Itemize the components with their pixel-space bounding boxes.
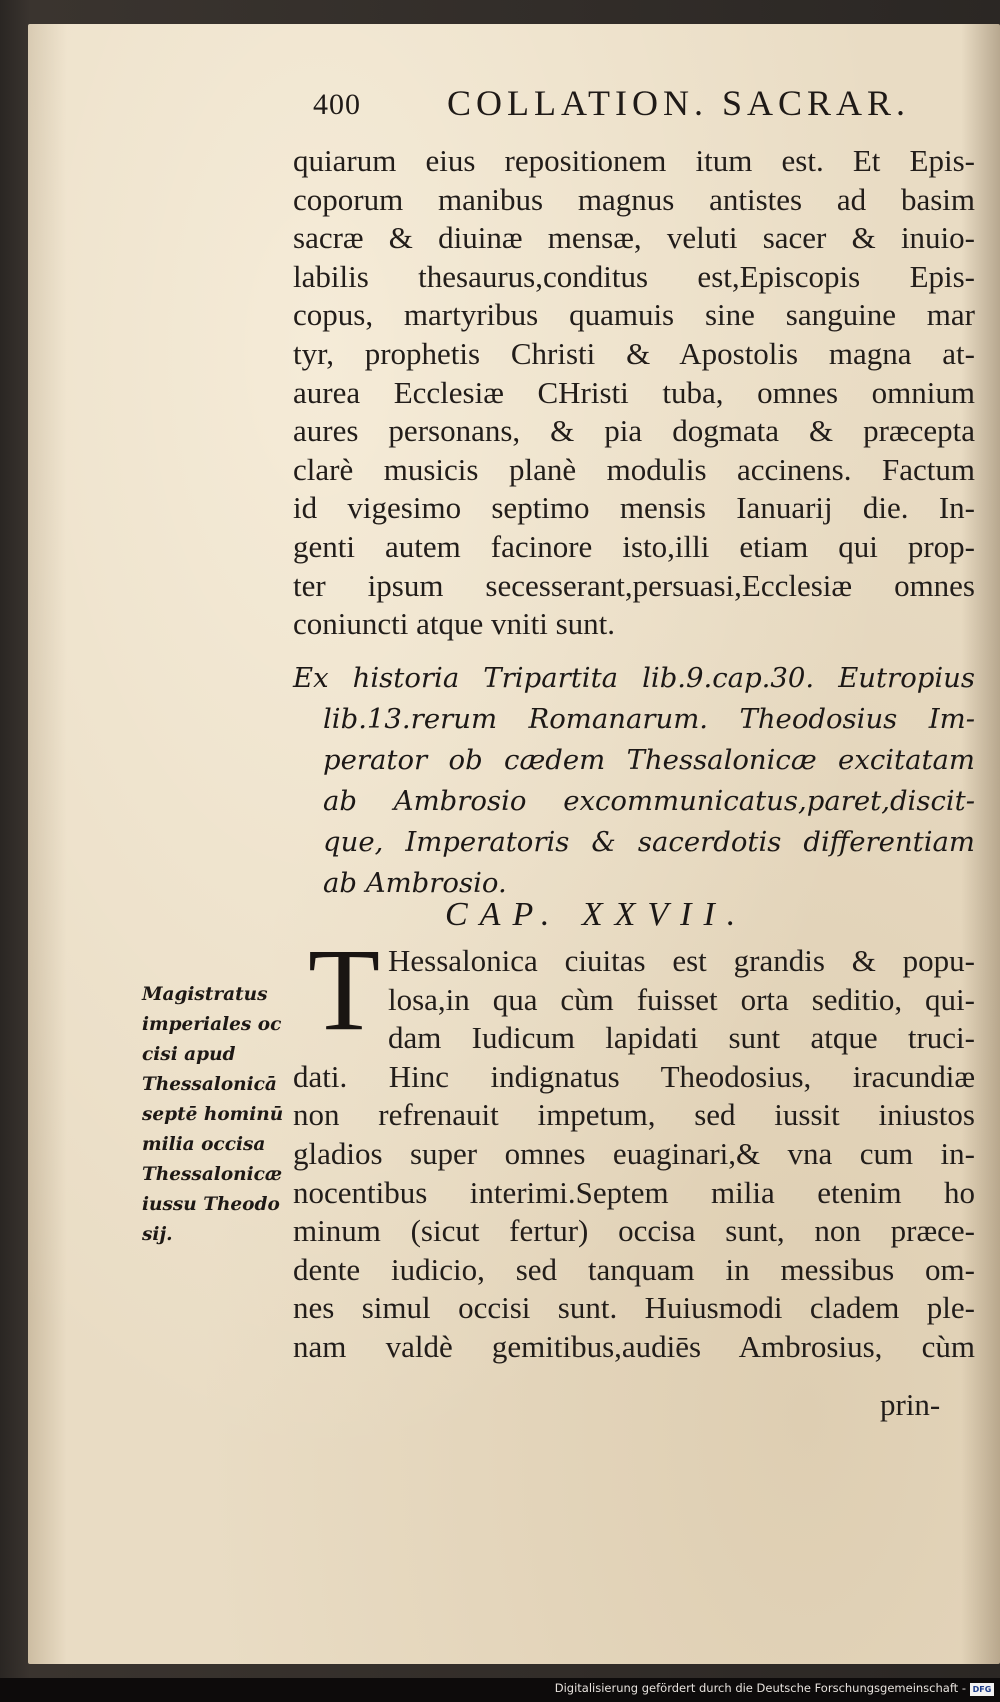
text-line: aures personans, & pia dogmata & præcepta	[293, 413, 975, 449]
text-line: coniuncti atque vniti sunt.	[293, 606, 616, 642]
text-line: nam valdè gemitibus,audiēs Ambrosius, cùm	[293, 1328, 975, 1364]
text-line: gladios super omnes euaginari,& vna cum in-	[293, 1135, 975, 1171]
text-line: coporum manibus magnus antistes ad basim	[293, 181, 975, 217]
margin-note-line: milia occisa	[142, 1134, 266, 1155]
body-text	[293, 142, 975, 644]
text-line: genti autem facinore isto,illi etiam qui prop-	[293, 528, 975, 564]
text-line: copus, martyribus quamuis sine sanguine mar	[293, 297, 975, 333]
margin-note-line: Thessalonicā	[142, 1074, 277, 1095]
dfg-logo[interactable]: DFG	[970, 1683, 994, 1696]
drop-cap-initial: T	[308, 924, 381, 1055]
text-line: quiarum eius repositionem itum est. Et Epis-	[293, 143, 975, 178]
text-line: clarè musicis planè modulis accinens. Factum	[293, 451, 975, 487]
text-line: sacræ & diuinæ mensæ, veluti sacer & inuio-	[293, 220, 975, 256]
summary-line: que, Imperatoris & sacerdotis differentiam	[323, 826, 975, 858]
margin-note	[142, 980, 300, 1250]
running-title: COLLATION. SACRAR.	[447, 83, 911, 123]
margin-note-line: sij.	[142, 1224, 173, 1245]
chapter-summary	[293, 658, 975, 904]
chapter-heading: CAP. XXVII.	[445, 896, 748, 933]
margin-note-line: imperiales oc	[142, 1014, 282, 1035]
text-line: tyr, prophetis Christi & Apostolis magna at-	[293, 335, 975, 371]
chapter-text	[293, 924, 975, 1367]
summary-line: perator ob cædem Thessalonicæ excitatam	[323, 744, 975, 776]
summary-line: ab Ambrosio.	[323, 867, 507, 899]
text-line: id vigesimo septimo mensis Ianuarij die. In-	[293, 490, 975, 526]
margin-note-line: iussu Theodo	[142, 1194, 280, 1215]
catchword: prin-	[880, 1387, 941, 1422]
text-line: dam Iudicum lapidati sunt atque truci-	[388, 1020, 975, 1056]
text-line: dente iudicio, sed tanquam in messibus om-	[293, 1251, 975, 1287]
text-line: nocentibus interimi.Septem milia etenim ho	[293, 1174, 975, 1210]
text-line: dati. Hinc indignatus Theodosius, iracundiæ	[293, 1058, 975, 1094]
footer-bar	[0, 1678, 1000, 1702]
text-line: labilis thesaurus,conditus est,Episcopis Epis-	[293, 258, 975, 294]
text-line: aurea Ecclesiæ CHristi tuba, omnes omnium	[293, 374, 975, 410]
page-header	[313, 80, 953, 132]
text-line: minum (sicut fertur) occisa sunt, non præce-	[293, 1213, 975, 1249]
summary-line: lib.13.rerum Romanarum. Theodosius Im-	[323, 703, 975, 735]
digitization-credit: Digitalisierung gefördert durch die Deutsche Forschungsgemeinschaft -	[554, 1681, 966, 1695]
text-line: non refrenauit impetum, sed iussit iniustos	[293, 1097, 975, 1133]
margin-note-line: septē hominū	[142, 1104, 284, 1125]
text-line: ter ipsum secesserant,persuasi,Ecclesiæ omnes	[293, 567, 975, 603]
margin-note-line: Thessalonicæ	[142, 1164, 283, 1185]
text-line: Hessalonica ciuitas est grandis & popu-	[388, 943, 975, 978]
text-line: losa,in qua cùm fuisset orta seditio, qui-	[388, 981, 975, 1017]
margin-note-line: Magistratus	[142, 984, 268, 1005]
text-line: nes simul occisi sunt. Huiusmodi cladem ple-	[293, 1290, 975, 1326]
summary-line: Ex historia Tripartita lib.9.cap.30. Eutropius	[293, 662, 975, 694]
page-number: 400	[313, 88, 361, 121]
summary-line: ab Ambrosio excommunicatus,paret,discit-	[323, 785, 975, 817]
margin-note-line: cisi apud	[142, 1044, 236, 1065]
